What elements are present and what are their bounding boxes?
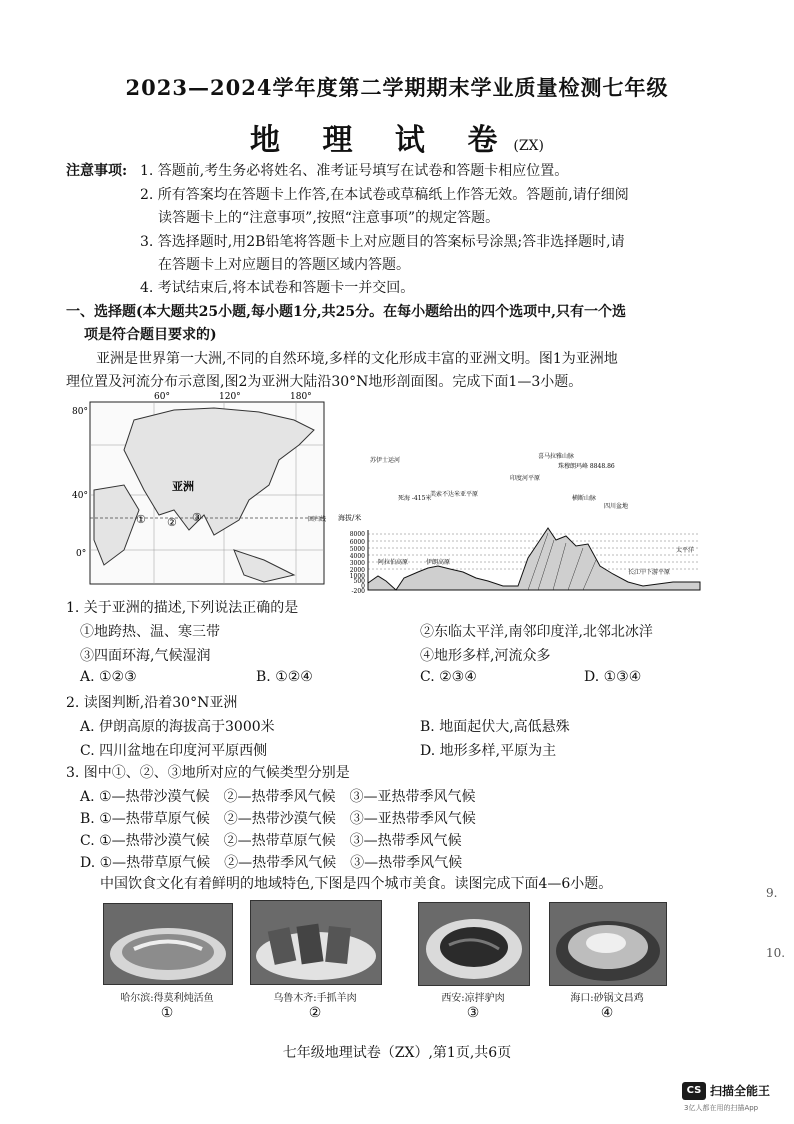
food-number: ④ xyxy=(600,1005,614,1021)
ytick: 6000 xyxy=(349,539,365,546)
notice-item: 读答题卡上的“注意事项”,按照“注意事项”的规定答题。 xyxy=(158,210,500,226)
ytick: 4000 xyxy=(349,553,365,560)
food-caption: 哈尔滨:得莫利炖活鱼 xyxy=(120,993,214,1004)
map-lon-label: 60° xyxy=(154,392,170,402)
food-caption: 西安:凉拌驴肉 xyxy=(441,993,505,1004)
map-small-label: 回归线 xyxy=(308,516,327,523)
question-stem: 1. 关于亚洲的描述,下列说法正确的是 xyxy=(66,600,299,616)
food-photo-haikou xyxy=(549,902,667,986)
notice-item: 4. 考试结束后,将本试卷和答题卡一并交回。 xyxy=(140,280,415,296)
ytick: 2000 xyxy=(349,567,365,574)
choice-b[interactable]: B. ①—热带草原气候 ②—热带沙漠气候 ③—亚热带季风气候 xyxy=(80,811,476,827)
map-mark-3: ③ xyxy=(192,511,202,524)
intro-text: 亚洲是世界第一大洲,不同的自然环境,多样的文化形成丰富的亚洲文明。图1为亚洲地 xyxy=(96,351,618,367)
profile-label: 伊朗高原 xyxy=(426,559,451,566)
profile-label: 苏伊士运河 xyxy=(370,457,401,464)
food-caption: 乌鲁木齐:手抓羊肉 xyxy=(273,993,357,1004)
profile-label: 珠穆朗玛峰 8848.86 xyxy=(558,463,615,470)
profile-label: 死海 -415米 xyxy=(398,495,432,502)
profile-yaxis-label: 海拔/米 xyxy=(338,514,362,522)
map-lat-label: 80° xyxy=(72,407,88,417)
ytick: 5000 xyxy=(349,546,365,553)
choice-c[interactable]: C. ②③④ xyxy=(420,669,477,685)
profile-label: 阿拉伯高原 xyxy=(378,559,409,566)
choice-a[interactable]: A. ①②③ xyxy=(80,669,137,685)
food-photo-urumqi xyxy=(250,900,382,985)
scanner-watermark: 扫描全能王 xyxy=(710,1084,771,1098)
ytick: 3000 xyxy=(349,560,365,567)
version-code: (ZX) xyxy=(513,138,544,154)
profile-label: 四川盆地 xyxy=(604,503,629,510)
choice-b[interactable]: B. 地面起伏大,高低悬殊 xyxy=(420,719,570,735)
profile-label: 太平洋 xyxy=(676,547,695,554)
profile-label: 横断山脉 xyxy=(572,495,597,502)
ytick: -200 xyxy=(351,588,365,593)
map-lon-label: 120° xyxy=(219,392,241,402)
choice-a[interactable]: A. 伊朗高原的海拔高于3000米 xyxy=(80,719,275,735)
food-number: ③ xyxy=(466,1005,480,1021)
profile-label: 印度河平原 xyxy=(510,475,541,482)
option-statement: ④地形多样,河流众多 xyxy=(420,648,551,664)
question-stem: 2. 读图判断,沿着30°N亚洲 xyxy=(66,695,238,711)
map-mark-1: ① xyxy=(136,513,146,526)
ytick: 8000 xyxy=(349,531,365,538)
exam-title: 2023—2024学年度第二学期期末学业质量检测七年级 xyxy=(125,75,669,100)
food-number: ② xyxy=(308,1005,322,1021)
question-stem: 3. 图中①、②、③地所对应的气候类型分别是 xyxy=(66,765,350,781)
scanner-logo-icon: CS xyxy=(682,1082,706,1100)
option-statement: ②东临太平洋,南邻印度洋,北邻北冰洋 xyxy=(420,624,653,640)
notice-item: 2. 所有答案均在答题卡上作答,在本试卷或草稿纸上作答无效。答题前,请仔细阅 xyxy=(140,187,629,203)
section-heading: 一、选择题(本大题共25小题,每小题1分,共25分。在每小题给出的四个选项中,只有一个选 xyxy=(66,304,626,320)
choice-d[interactable]: D. ①③④ xyxy=(584,669,642,685)
ytick: 0 xyxy=(361,583,365,590)
asia-map xyxy=(64,390,334,590)
subject-name: 地 理 试 卷 xyxy=(250,123,514,158)
choice-c[interactable]: C. 四川盆地在印度河平原西侧 xyxy=(80,743,268,759)
scanner-watermark-sub: 3亿人都在用的扫描App xyxy=(684,1104,759,1112)
side-mark: 10. xyxy=(766,946,786,960)
terrain-profile xyxy=(338,448,708,593)
food-intro: 中国饮食文化有着鲜明的地域特色,下图是四个城市美食。读图完成下面4—6小题。 xyxy=(100,876,613,892)
choice-a[interactable]: A. ①—热带沙漠气候 ②—热带季风气候 ③—亚热带季风气候 xyxy=(80,789,476,805)
intro-text: 理位置及河流分布示意图,图2为亚洲大陆沿30°N地形剖面图。完成下面1—3小题。 xyxy=(66,374,583,390)
notice-item: 在答题卡上对应题目的答题区域内答题。 xyxy=(158,257,410,273)
ytick: 500 xyxy=(353,578,365,585)
map-mark-2: ② xyxy=(167,516,177,529)
food-photo-xian xyxy=(418,902,530,986)
food-photo-harbin xyxy=(103,903,233,985)
profile-label: 美索不达米亚平原 xyxy=(430,491,479,498)
map-lat-label: 40° xyxy=(72,491,88,501)
side-mark: 9. xyxy=(766,886,778,900)
page-footer: 七年级地理试卷（ZX）,第1页,共6页 xyxy=(282,1045,512,1061)
notice-item: 1. 答题前,考生务必将姓名、准考证号填写在试卷和答题卡相应位置。 xyxy=(140,163,569,179)
food-number: ① xyxy=(160,1005,174,1021)
notice-item: 3. 答选择题时,用2B铅笔将答题卡上对应题目的答案标号涂黑;答非选择题时,请 xyxy=(140,234,625,250)
choice-b[interactable]: B. ①②④ xyxy=(256,669,313,685)
profile-label: 长江中下游平原 xyxy=(628,569,671,576)
section-heading-cont: 项是符合题目要求的) xyxy=(84,327,217,343)
option-statement: ③四面环海,气候湿润 xyxy=(80,648,211,664)
ytick: 1000 xyxy=(349,573,365,580)
profile-label: 喜马拉雅山脉 xyxy=(538,453,575,460)
food-caption: 海口:砂锅文昌鸡 xyxy=(570,993,644,1004)
choice-c[interactable]: C. ①—热带沙漠气候 ②—热带草原气候 ③—热带季风气候 xyxy=(80,833,462,849)
notice-label: 注意事项: xyxy=(66,163,128,179)
map-lat-label: 0° xyxy=(76,549,87,559)
choice-d[interactable]: D. 地形多样,平原为主 xyxy=(420,743,557,759)
subject-title xyxy=(0,115,794,159)
map-lon-label: 180° xyxy=(290,392,312,402)
map-asia-label: 亚洲 xyxy=(172,480,194,493)
option-statement: ①地跨热、温、寒三带 xyxy=(80,624,220,640)
choice-d[interactable]: D. ①—热带草原气候 ②—热带季风气候 ③—热带季风气候 xyxy=(80,855,463,871)
